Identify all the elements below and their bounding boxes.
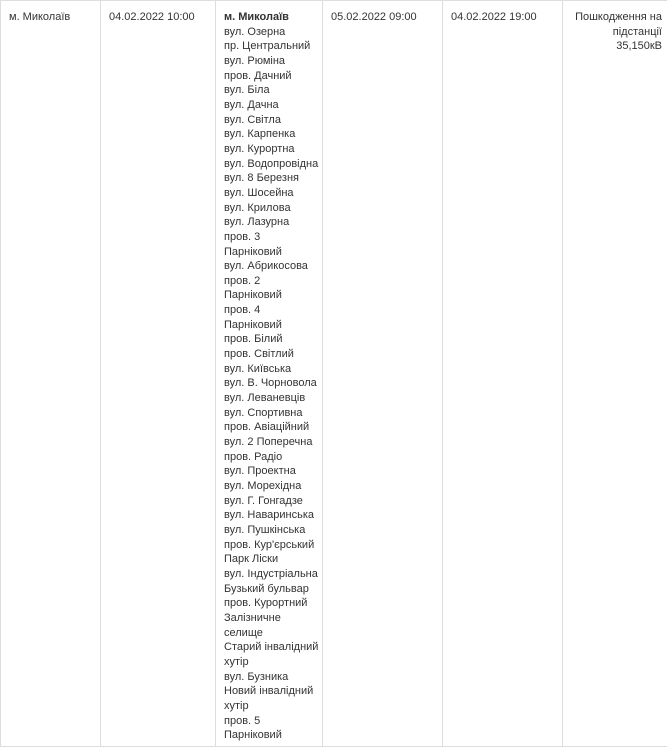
street-item: пров. Білий: [224, 332, 322, 347]
street-item: вул. Пушкінська: [224, 523, 322, 538]
street-item: вул. Бузника: [224, 670, 322, 685]
street-item: вул. Курортна: [224, 142, 322, 157]
street-item: пр. Центральний: [224, 39, 322, 54]
street-item: вул. Карпенка: [224, 127, 322, 142]
address-city: м. Миколаїв: [224, 10, 322, 25]
planned-start-text: 05.02.2022 09:00: [331, 11, 417, 23]
street-item: пров. Світлий: [224, 347, 322, 362]
street-item: вул. Лазурна: [224, 215, 322, 230]
street-item: Парніковий: [224, 245, 322, 260]
street-item: Парніковий: [224, 728, 322, 743]
street-item: вул. Озерна: [224, 25, 322, 40]
street-item: пров. Радіо: [224, 450, 322, 465]
street-item: вул. Біла: [224, 83, 322, 98]
street-item: Старий інвалідний: [224, 640, 322, 655]
street-item: Залізничне: [224, 611, 322, 626]
street-item: хутір: [224, 699, 322, 714]
street-item: вул. Леваневців: [224, 391, 322, 406]
street-item: вул. В. Чорновола: [224, 376, 322, 391]
street-item: вул. Наваринська: [224, 508, 322, 523]
street-item: вул. Світла: [224, 113, 322, 128]
streets-cell: [216, 1, 323, 747]
street-item: пров. 5: [224, 714, 322, 729]
table-row: [1, 1, 667, 747]
street-item: пров. Авіаційний: [224, 420, 322, 435]
street-item: хутір: [224, 655, 322, 670]
street-item: Парніковий: [224, 318, 322, 333]
street-item: вул. Абрикосова: [224, 259, 322, 274]
street-item: вул. Шосейна: [224, 186, 322, 201]
planned-start-cell: [323, 1, 443, 747]
street-item: вул. Крилова: [224, 201, 322, 216]
street-item: пров. Дачний: [224, 69, 322, 84]
planned-end-text: 04.02.2022 19:00: [451, 11, 537, 23]
street-item: вул. Водопровідна: [224, 157, 322, 172]
street-item: вул. Індустріальна: [224, 567, 322, 582]
street-item: Новий інвалідний: [224, 684, 322, 699]
street-item: вул. Рюміна: [224, 54, 322, 69]
street-item: вул. Морехідна: [224, 479, 322, 494]
street-item: селище: [224, 626, 322, 641]
street-item: вул. Дачна: [224, 98, 322, 113]
planned-end-cell: [443, 1, 563, 747]
street-item: Парк Ліски: [224, 552, 322, 567]
reason-cell: [563, 1, 667, 747]
start-datetime-cell: [101, 1, 216, 747]
street-item: пров. 4: [224, 303, 322, 318]
street-item: Парніковий: [224, 288, 322, 303]
settlement-cell: [1, 1, 101, 747]
street-item: Бузький бульвар: [224, 582, 322, 597]
street-item: вул. Проектна: [224, 464, 322, 479]
street-item: вул. Г. Гонгадзе: [224, 494, 322, 509]
street-item: вул. Київська: [224, 362, 322, 377]
street-item: вул. Спортивна: [224, 406, 322, 421]
settlement-text: м. Миколаїв: [9, 11, 70, 23]
street-item: вул. 8 Березня: [224, 171, 322, 186]
street-item: пров. Кур'єрський: [224, 538, 322, 553]
street-item: вул. 2 Поперечна: [224, 435, 322, 450]
start-datetime-text: 04.02.2022 10:00: [109, 11, 195, 23]
street-item: пров. Курортний: [224, 596, 322, 611]
street-item: пров. 3: [224, 230, 322, 245]
street-list: [224, 25, 322, 743]
reason-line-2: підстанції 35,150кВ: [571, 25, 667, 54]
reason-line-1: Пошкодження на: [571, 10, 667, 25]
street-item: пров. 2: [224, 274, 322, 289]
